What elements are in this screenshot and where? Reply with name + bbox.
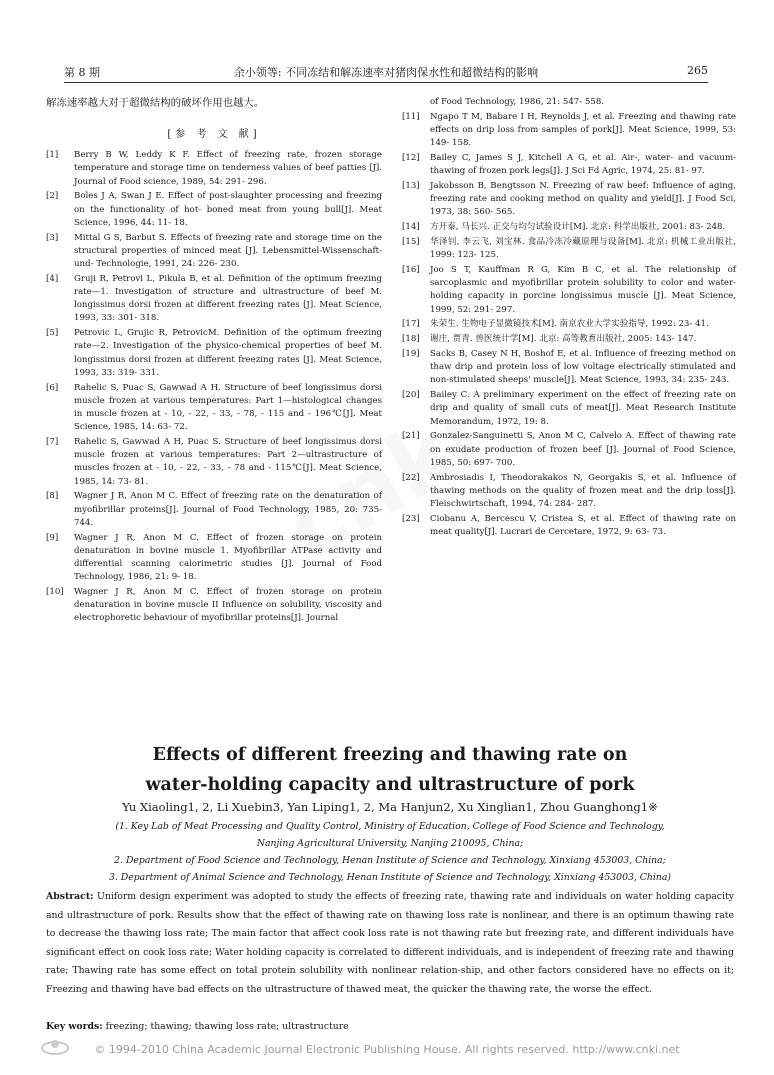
- reference-text: 华泽钊, 李云飞, 刘宝林. 食品冷冻冷藏原理与设备[M]. 北京: 机械工业出版社, 1999: 123- 125.: [430, 237, 736, 261]
- english-affiliations: [46, 818, 734, 886]
- reference-text: Petrovic L, Grujic R, PetrovicM. Definition of the optimum freezing rate—2. Investigation of the physico-chemical properties of beef M. longissimus dorsi frozen at different freezing rates [J]. Meat Science, 1993, 33: 319- 331.: [74, 328, 382, 378]
- english-abstract: [46, 888, 734, 1000]
- reference-text: Sacks B, Casey N H, Boshof E, et al. Influence of freezing method on thaw drip and protein loss of low voltage electrically stimulated and non-stimulated sheeps' muscle[J]. Meat Science, 1993, 34: 235- 243.: [430, 349, 736, 386]
- affiliation-2: 2. Department of Food Science and Technology, Henan Institute of Science and Technology, Xinxiang 453003, China;: [114, 855, 666, 866]
- reference-item: [46, 273, 382, 326]
- issue-number: 第 8 期: [64, 66, 100, 79]
- reference-item: [402, 348, 736, 388]
- reference-number: [22]: [402, 472, 420, 483]
- reference-text: Mittal G S, Barbut S. Effects of freezing rate and storage time on the structural properties of minced meat [J]. Lebensmittel-Wissenschaft- und- Technologie, 1991, 24: 226- 230.: [74, 232, 382, 270]
- reference-item: [46, 436, 382, 489]
- reference-number: [7]: [46, 437, 59, 448]
- reference-text: Gruji R, Petrovi L, Pikula B, et al. Definition of the optimum freezing rate—1. Investigation of structure and ultrastructure of beef M. longissimus dorsi frozen at different freezing rates [J]. Meat Science, 1993, 33: 301- 318.: [74, 273, 382, 324]
- reference-number: [9]: [46, 532, 59, 543]
- abstract-text: Uniform design experiment was adopted to study the effects of freezing rate, thawing rate and individuals on water holding capacity and ultrastructure of pork. Results show that the effect of thawing rate on thawing loss rate is nonlinear, and there is an optimum thawing rate to decrease the thawing loss rate; The main factor that affect cook loss rate is not thawing rate but freezing rate, and different individuals have significant effect on cook loss rate; Water holding capacity is correlated to different individuals, and is independent of freezing rate and thawing rate; Thawing rate has some effect on total protein solubility with nonlinear relation-ship, and other factors considered have no effects on it; Freezing and thawing have bad effects on the ultrastructure of thawed meat, the quicker the thawing rate, the worse the effect.: [46, 891, 734, 995]
- references-list-left: [46, 149, 382, 625]
- reference-number: [11]: [402, 111, 420, 122]
- keywords-label: Key words:: [46, 1021, 103, 1032]
- reference-text: Rahelic S, Gawwad A H, Puac S. Structure of beef longissimus dorsi muscle frozen at various temperatures: Part 2—ultrastructure of muscles frozen at - 10, - 22, - 33, - 78 and - 115℃[J]. Meat Science, 1985, 14: 73- 81.: [74, 437, 382, 487]
- reference-item: [46, 586, 382, 626]
- reference-number: [4]: [46, 273, 59, 284]
- reference-number: [8]: [46, 491, 59, 502]
- reference-number: [1]: [46, 150, 59, 161]
- english-title-line-2: water-holding capacity and ultrastructure of pork: [145, 775, 635, 795]
- abstract-label: Abstract:: [46, 891, 94, 902]
- affiliation-3: 3. Department of Animal Science and Technology, Henan Institute of Science and Technology, Xinxiang 453003, China): [108, 872, 672, 883]
- reference-number: [3]: [46, 232, 59, 243]
- copyright-footer: © 1994-2010 China Academic Journal Electronic Publishing House. All rights reserved. http://www.cnki.net: [94, 1043, 680, 1056]
- left-column: [46, 96, 382, 627]
- reference-item: [46, 382, 382, 435]
- reference-item: [402, 513, 736, 539]
- reference-number: [23]: [402, 513, 420, 524]
- affiliation-1a: (1. Key Lab of Meat Processing and Quality Control, Ministry of Education, College of Food Science and Technology,: [115, 821, 665, 832]
- reference-item: [402, 152, 736, 178]
- page-number: 265: [687, 64, 708, 77]
- references-list-right: [402, 111, 736, 539]
- reference-text: Boles J A, Swan J E. Effect of post-slaughter processing and freezing on the functionality of hot- boned meat from young bull[J]. Meat Science, 1996, 44: 11- 18.: [74, 191, 382, 228]
- reference-number: [15]: [402, 237, 420, 247]
- reference-item: [46, 532, 382, 585]
- reference-item: [46, 327, 382, 380]
- affiliation-1b: Nanjing Agricultural University, Nanjing 210095, China;: [256, 838, 524, 849]
- reference-text: Jakobsson B, Bengtsson N. Freezing of raw beef: Influence of aging, freezing rate and cooking method on quality and yield[J]. J Food Sci, 1973, 38: 560- 565.: [430, 181, 736, 218]
- reference-number: [16]: [402, 265, 420, 275]
- english-title-line-1: Effects of different freezing and thawing rate on: [152, 745, 628, 765]
- reference-number: [10]: [46, 587, 64, 598]
- reference-text: Wagner J R, Anon M C. Effect of freezing rate on the denaturation of myofibrillar proteins[J]. Journal of Food Technology, 1985, 20: 735- 744.: [74, 491, 382, 528]
- running-title: 余小领等: 不同冻结和解冻速率对猪肉保水性和超微结构的影响: [233, 66, 539, 79]
- reference-number: [5]: [46, 328, 59, 339]
- right-column: [402, 96, 736, 541]
- reference-item: [402, 180, 736, 220]
- reference-item: [402, 472, 736, 512]
- reference-item: [402, 264, 736, 317]
- reference-text: Ngapo T M, Babare I H, Reynolds J, et al. Freezing and thawing rate effects on drip loss from samples of pork[J]. Meat Science, 1999, 53: 149- 158.: [430, 111, 736, 149]
- references-title: [参 考 文 献]: [167, 129, 261, 140]
- reference-item: [46, 149, 382, 189]
- reference-item: [46, 190, 382, 230]
- reference-item: [46, 490, 382, 530]
- reference-number: [20]: [402, 390, 420, 401]
- reference-text: Wagner J R, Anon M C. Effect of frozen storage on protein denaturation in bovine muscle 1. Myofibrillar ATPase activity and differential scanning calorimetric studies [J]. Journal of Food Technology, 1986, 21: 9- 18.: [74, 532, 382, 583]
- reference-text: Gonzalez-Sanguinetti S, Anon M C, Calvelo A. Effect of thawing rate on exudate production of frozen beef [J]. Journal of Food Science, 1985, 50: 697- 700.: [430, 431, 736, 468]
- reference-text: Wagner J R, Anon M C. Effect of frozen storage on protein denaturation in bovine muscle II Influence on solubility, viscosity and electrophoretic behaviour of myofibrillar proteins[J]. Journal: [74, 587, 382, 624]
- running-header: [64, 64, 708, 83]
- reference-item: [402, 221, 736, 234]
- english-authors: Yu Xiaoling1, 2, Li Xuebin3, Yan Liping1, 2, Ma Hanjun2, Xu Xinglian1, Zhou Guanghong1※: [122, 800, 658, 814]
- reference-number: [14]: [402, 222, 420, 233]
- reference-text: Ciobanu A, Bercescu V, Cristea S, et al. Effect of thawing rate on meat quality[J]. Lucrari de Cercetare, 1972, 9: 63- 73.: [430, 513, 736, 538]
- reference-text: Berry B W, Leddy K F. Effect of freezing rate, frozen storage temperature and storage time on tenderness values of beef patties [J]. Journal of Food science, 1989, 54: 291- 296.: [74, 150, 382, 187]
- keywords-text: freezing; thawing; thawing loss rate; ultrastructure: [105, 1021, 349, 1032]
- english-title: [46, 740, 734, 800]
- reference-item: [402, 430, 736, 470]
- english-keywords: [46, 1021, 734, 1032]
- reference-text: 谢庄, 贾青. 兽医统计学[M]. 北京: 高等教育出版社, 2005: 143- 147.: [430, 334, 697, 345]
- reference-number: [6]: [46, 382, 59, 393]
- reference-text: Joo S T, Kauffman R G, Kim B C, et al. The relationship of sarcoplasmic and myofibrillar protein solubility to color and water-holding capacity in porcine longissimus muscle [J]. Meat Science, 1999, 52: 291- 297.: [430, 265, 736, 315]
- reference-number: [21]: [402, 431, 420, 442]
- reference-number: [2]: [46, 191, 59, 202]
- reference-text: Bailey C. A preliminary experiment on the effect of freezing rate on drip and quality of small cuts of meat[J]. Meat Research Institute Memorandum, 1972, 19: 8.: [430, 390, 736, 427]
- reference-item: [46, 232, 382, 272]
- reference-number: [17]: [402, 319, 420, 330]
- reference-text: Rahelic S, Puac S, Gawwad A H. Structure of beef longissimus dorsi muscle frozen at various temperatures: Part 1—histological changes in muscle frozen at - 10, - 22, - 33, - 78, - 115 and - 196℃[J]. Meat Science, 1985, 14: 63- 72.: [74, 382, 382, 433]
- reference-number: [18]: [402, 334, 420, 345]
- reference-number: [19]: [402, 349, 420, 359]
- reference-item: [402, 389, 736, 429]
- reference-number: [12]: [402, 153, 420, 163]
- reference-continuation: of Food Technology, 1986, 21: 547- 558.: [430, 97, 605, 107]
- reference-text: Bailey C, James S J, Kitchell A G, et al. Air-, water- and vacuum-thawing of frozen pork legs[J]. J Sci Fd Agric, 1974, 25: 81- 97.: [430, 153, 736, 177]
- reference-text: Ambrosiadis I, Theodorakakos N, Georgakis S, et al. Influence of thawing methods on the quality of frozen meat and the drip loss[J]. Fleischwirtschaft, 1994, 74: 284- 287.: [430, 472, 736, 510]
- reference-text: 朱荣生. 生物电子显微镜技术[M]. 南京农业大学实验指导, 1992: 23- 41.: [430, 319, 709, 330]
- reference-item: [402, 318, 736, 331]
- intro-text: 解冻速率越大对于超微结构的破坏作用也越大。: [46, 97, 265, 109]
- reference-number: [13]: [402, 181, 420, 191]
- reference-item: [402, 111, 736, 151]
- reference-text: 方开泰, 马长兴. 正交与均匀试验设计[M]. 北京: 科学出版社, 2001: 83- 248.: [430, 222, 726, 233]
- reference-item: [402, 333, 736, 346]
- reference-item: [402, 236, 736, 262]
